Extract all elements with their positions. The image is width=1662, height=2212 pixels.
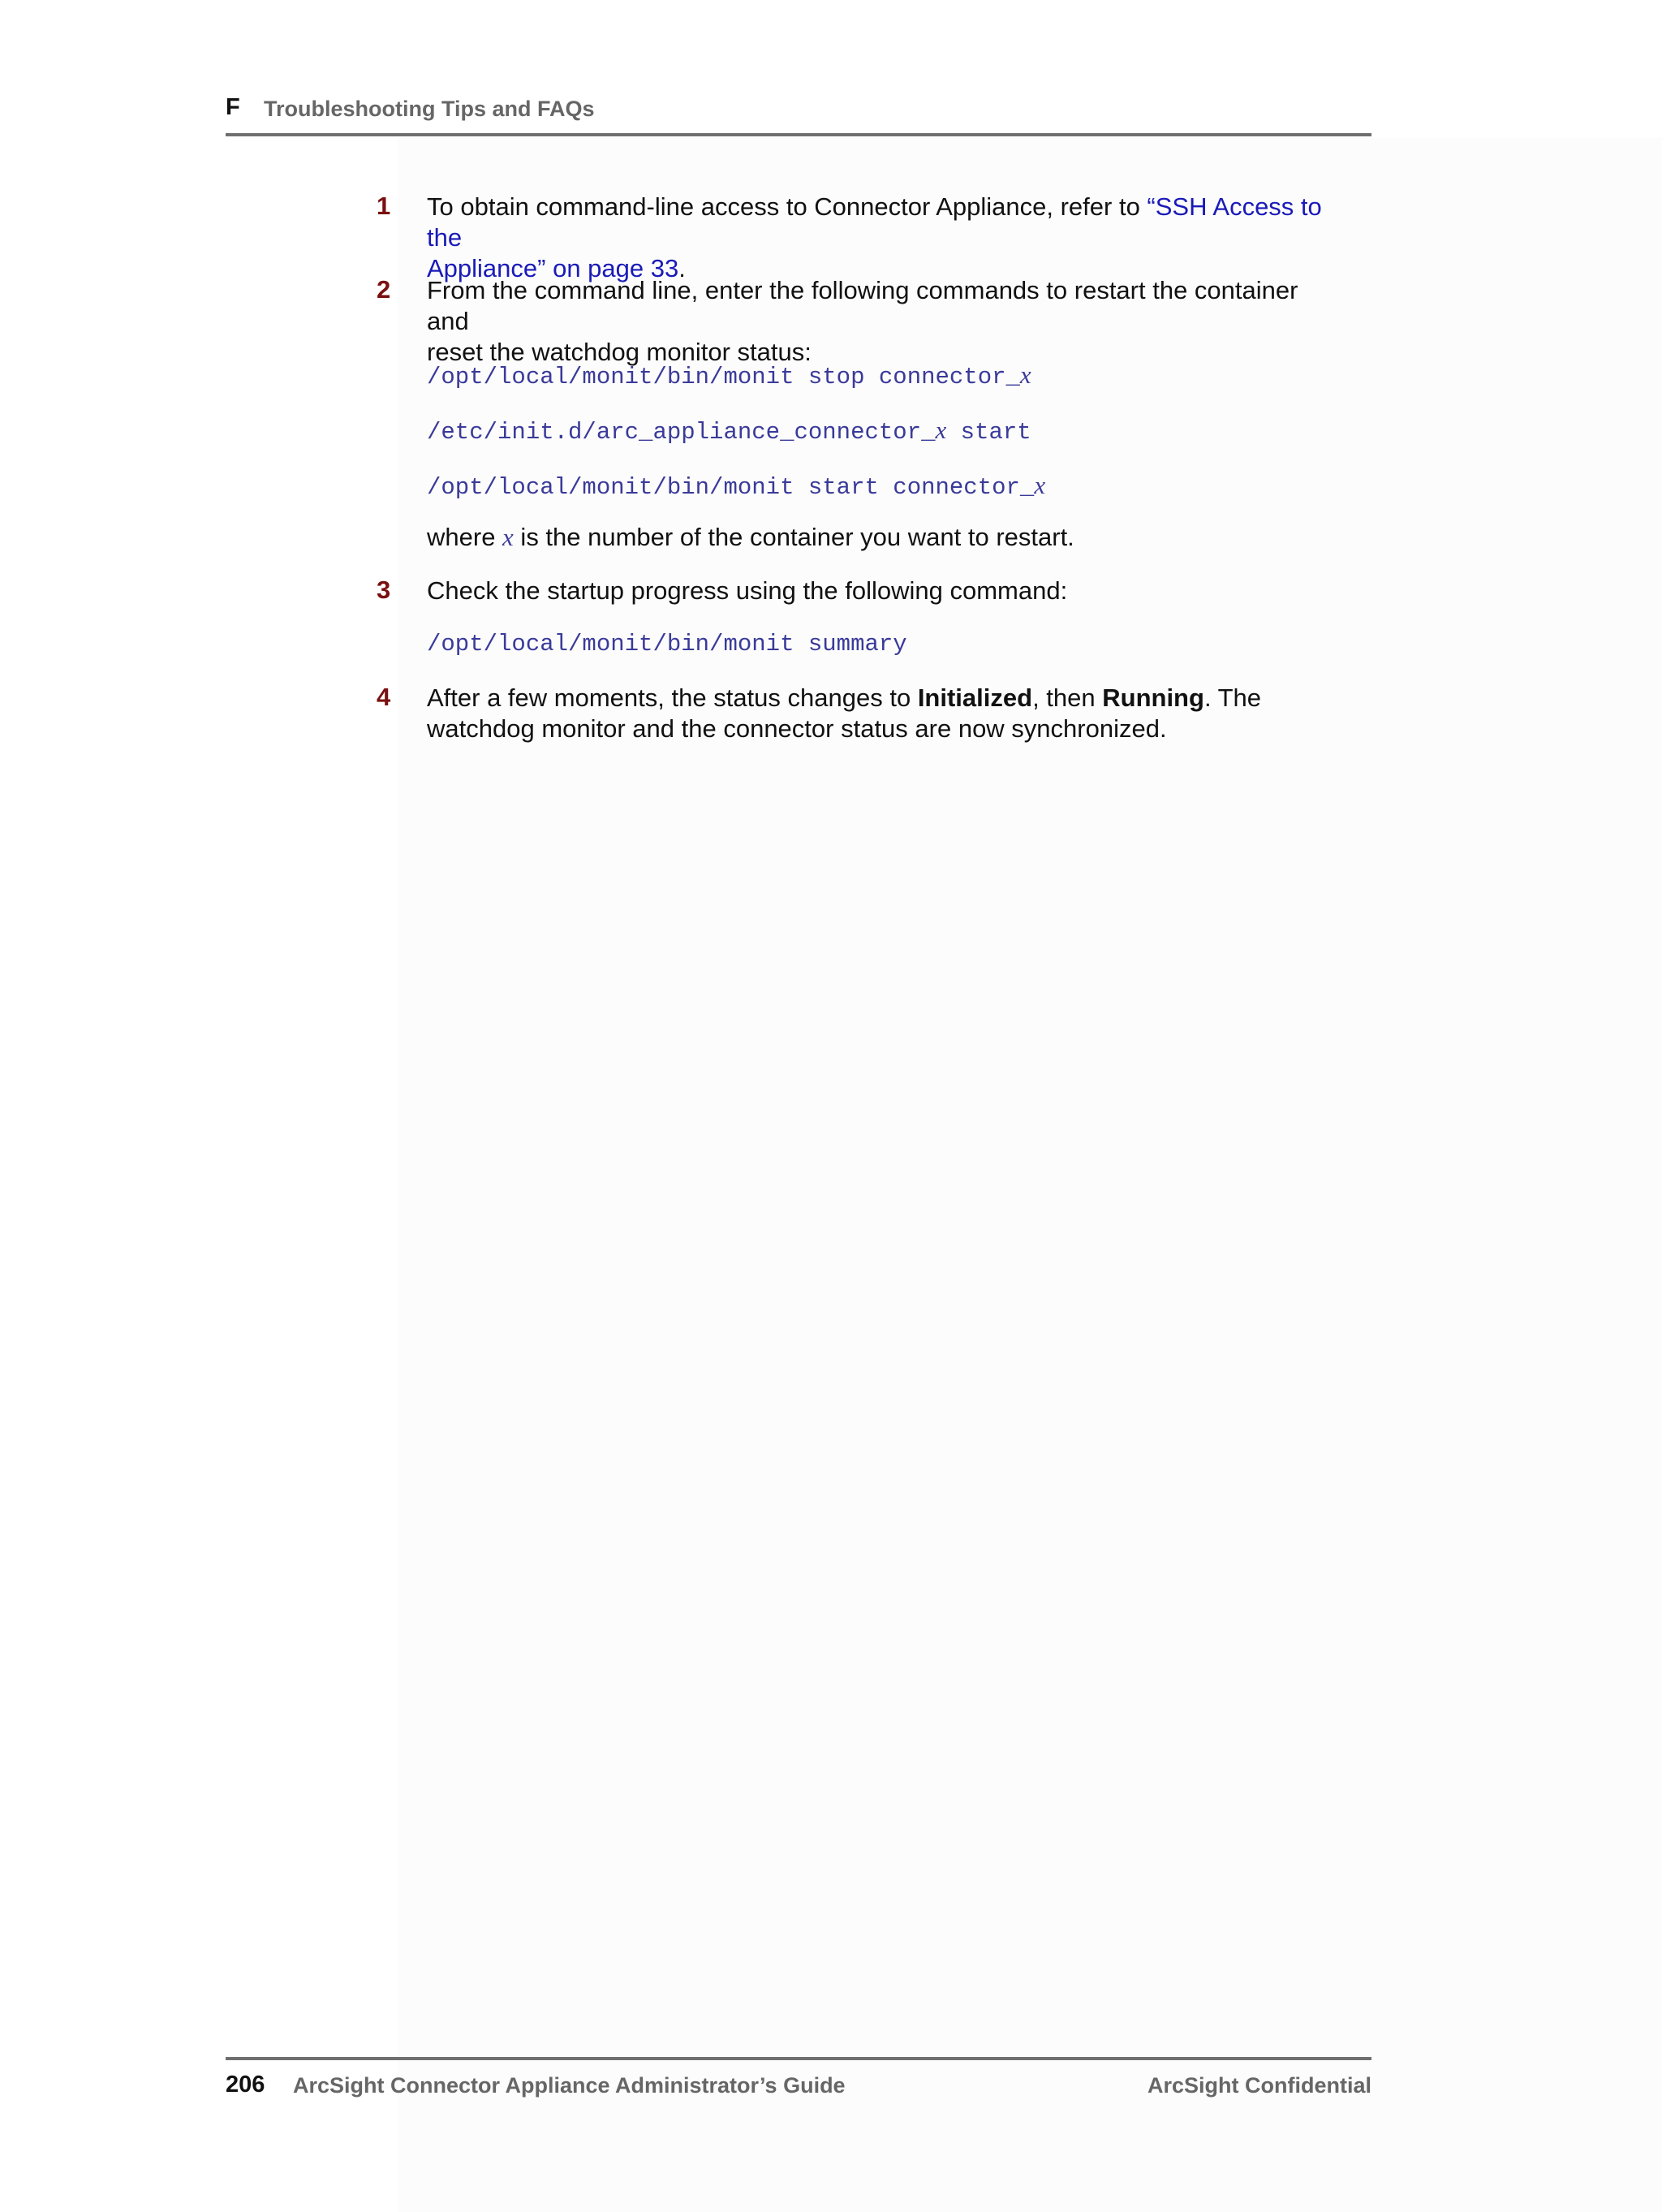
command-line: /opt/local/monit/bin/monit summary: [427, 631, 907, 658]
command-line: [427, 471, 1045, 501]
step-text: [427, 683, 1336, 744]
command-text: /opt/local/monit/bin/monit start connector_: [427, 474, 1035, 501]
step-number: 2: [377, 275, 391, 304]
status-initialized: Initialized: [917, 683, 1033, 712]
step-text: [427, 275, 1336, 368]
page-background: [398, 138, 1662, 2212]
step-text-line1: From the command line, enter the following commands to restart the container and: [427, 276, 1298, 335]
running-header: [226, 91, 1371, 136]
guide-title: ArcSight Connector Appliance Administrator’s Guide: [293, 2073, 846, 2098]
step-number: 1: [377, 192, 391, 220]
status-running: Running: [1102, 683, 1204, 712]
command-variable: x: [1019, 360, 1031, 389]
link-text-line1[interactable]: “SSH Access to the: [427, 192, 1322, 252]
command-line: [427, 416, 1031, 446]
step-text-end: .: [678, 254, 686, 282]
step-text-middle: , then: [1032, 683, 1103, 712]
confidential-label: ArcSight Confidential: [1147, 2073, 1371, 2098]
chapter-title: Troubleshooting Tips and FAQs: [264, 97, 595, 121]
step-text-end: . The: [1203, 683, 1262, 712]
where-prefix: where: [427, 523, 503, 551]
step-number: 4: [377, 683, 391, 711]
step-text: Check the startup progress using the following command:: [427, 576, 1068, 605]
running-footer: [226, 2057, 1371, 2096]
command-text: /etc/init.d/arc_appliance_connector_: [427, 419, 936, 446]
command-text: /opt/local/monit/bin/monit stop connector_: [427, 364, 1020, 390]
step-text-line2: watchdog monitor and the connector status are now synchronized.: [427, 714, 1167, 743]
command-suffix: start: [946, 419, 1031, 446]
where-variable: x: [502, 523, 514, 551]
command-variable: x: [1034, 471, 1046, 499]
command-variable: x: [935, 416, 947, 444]
where-note: [427, 523, 1074, 552]
appendix-letter: F: [226, 94, 240, 120]
command-line: [427, 360, 1031, 390]
link-text-line2[interactable]: Appliance” on page 33: [427, 254, 679, 282]
step-text: [427, 192, 1336, 284]
step-number: 3: [377, 576, 391, 604]
where-suffix: is the number of the container you want to restart.: [513, 523, 1074, 551]
step-text-line2: reset the watchdog monitor status:: [427, 338, 812, 366]
step-text-intro: After a few moments, the status changes to: [427, 683, 918, 712]
page-number: 206: [226, 2072, 265, 2098]
step-text-intro: To obtain command-line access to Connector Appliance, refer to: [427, 192, 1147, 221]
